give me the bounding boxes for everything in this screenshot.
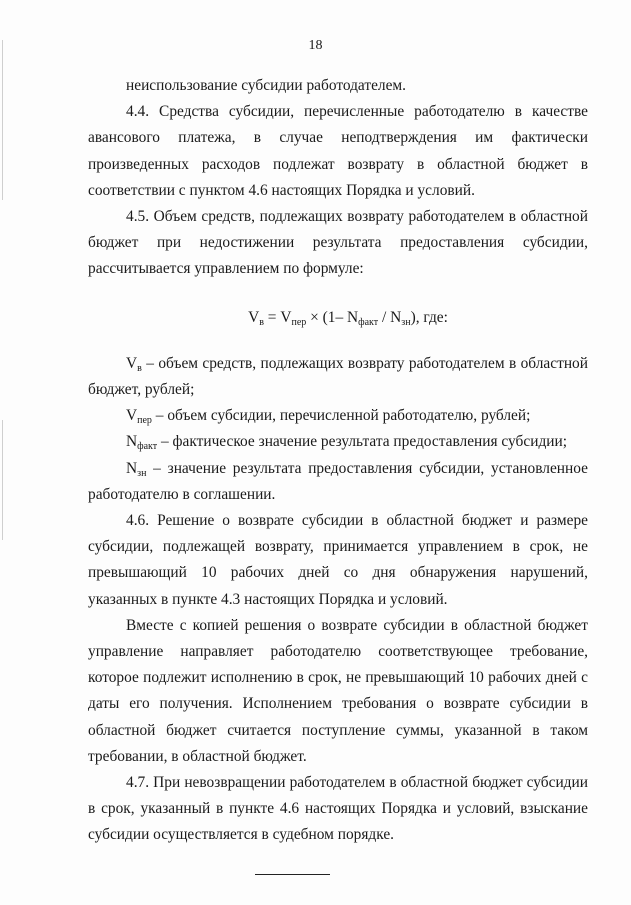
paragraph-4-6: 4.6. Решение о возврате субсидии в областной бюджет и размере субсидии, подлежащей возврату, принимается управлением в срок, не превышающий 10 рабочих дней со дня обнаружения нарушений, указанных в пункте 4.3 настоящих Порядка и условий. [88,512,588,608]
paragraph-4-5: 4.5. Объем средств, подлежащих возврату работодателем в областной бюджет при недостижении результата предоставления субсидии, рассчитывается управлением по формуле: [88,208,588,278]
paragraph-4-7: 4.7. При невозвращении работодателем в областной бюджет субсидии в срок, указанный в пункте 4.6 настоящих Порядка и условий, взыскание субсидии осуществляется в судебном порядке. [88,774,588,844]
formula-eq: = [263,308,281,326]
definition-text: – фактическое значение результата предоставления субсидии; [157,433,568,451]
formula-nfakt-sub: факт [358,316,379,328]
definition-symbol-sub: в [137,362,142,374]
formula-slash: / [378,308,391,326]
definition-symbol: V [126,407,138,425]
formula-v-sub: в [259,316,264,328]
document-body [88,73,588,849]
definition-symbol: N [126,433,138,451]
definition-vper [88,403,588,429]
definition-symbol: N [126,459,138,477]
definition-nzn [88,456,588,508]
page-number: 18 [308,38,323,53]
definition-symbol-sub: пер [137,415,152,427]
footer-rule [255,874,330,875]
formula-v: V [248,308,260,326]
formula-vper: V [280,308,292,326]
definition-vv [88,351,588,403]
scan-edge-mark [2,420,3,540]
definition-symbol-sub: зн [137,467,147,479]
paragraph-return-requirement: Вместе с копией решения о возврате субсидии в областной бюджет управление направляет работодателю соответствующее требование, которое подлежит исполнению в срок, не превышающий 10 рабочих дней с даты его получения. Исполнением требования о возврате субсидии в областной бюджет считается поступление суммы, указанной в таком требовании, в областной бюджет. [88,616,588,765]
definition-symbol: V [126,354,138,372]
formula-nfakt: N [347,308,359,326]
formula [88,305,588,331]
formula-mid: × (1– [306,308,348,326]
scan-edge-mark [2,40,3,200]
definition-nfakt [88,429,588,455]
formula-vper-sub: пер [291,316,307,328]
definition-text: – объем средств, подлежащих возврату работодателем в областной бюджет, рублей; [88,354,588,399]
formula-nzn: N [390,308,402,326]
formula-nzn-sub: зн [401,316,411,328]
paragraph-continuation: неиспользование субсидии работодателем. [126,77,407,94]
formula-tail: ), где: [410,308,448,326]
definition-text: – объем субсидии, перечисленной работодателю, рублей; [151,407,531,425]
paragraph-4-4: 4.4. Средства субсидии, перечисленные работодателю в качестве авансового платежа, в случае неподтверждения им фактически произведенных расходов подлежат возврату в областной бюджет в соответствии с пунктом 4.6 настоящих Порядка и условий. [88,103,588,199]
definition-symbol-sub: факт [137,441,158,453]
definition-text: – значение результата предоставления субсидии, установленное работодателю в соглашении. [88,459,588,503]
